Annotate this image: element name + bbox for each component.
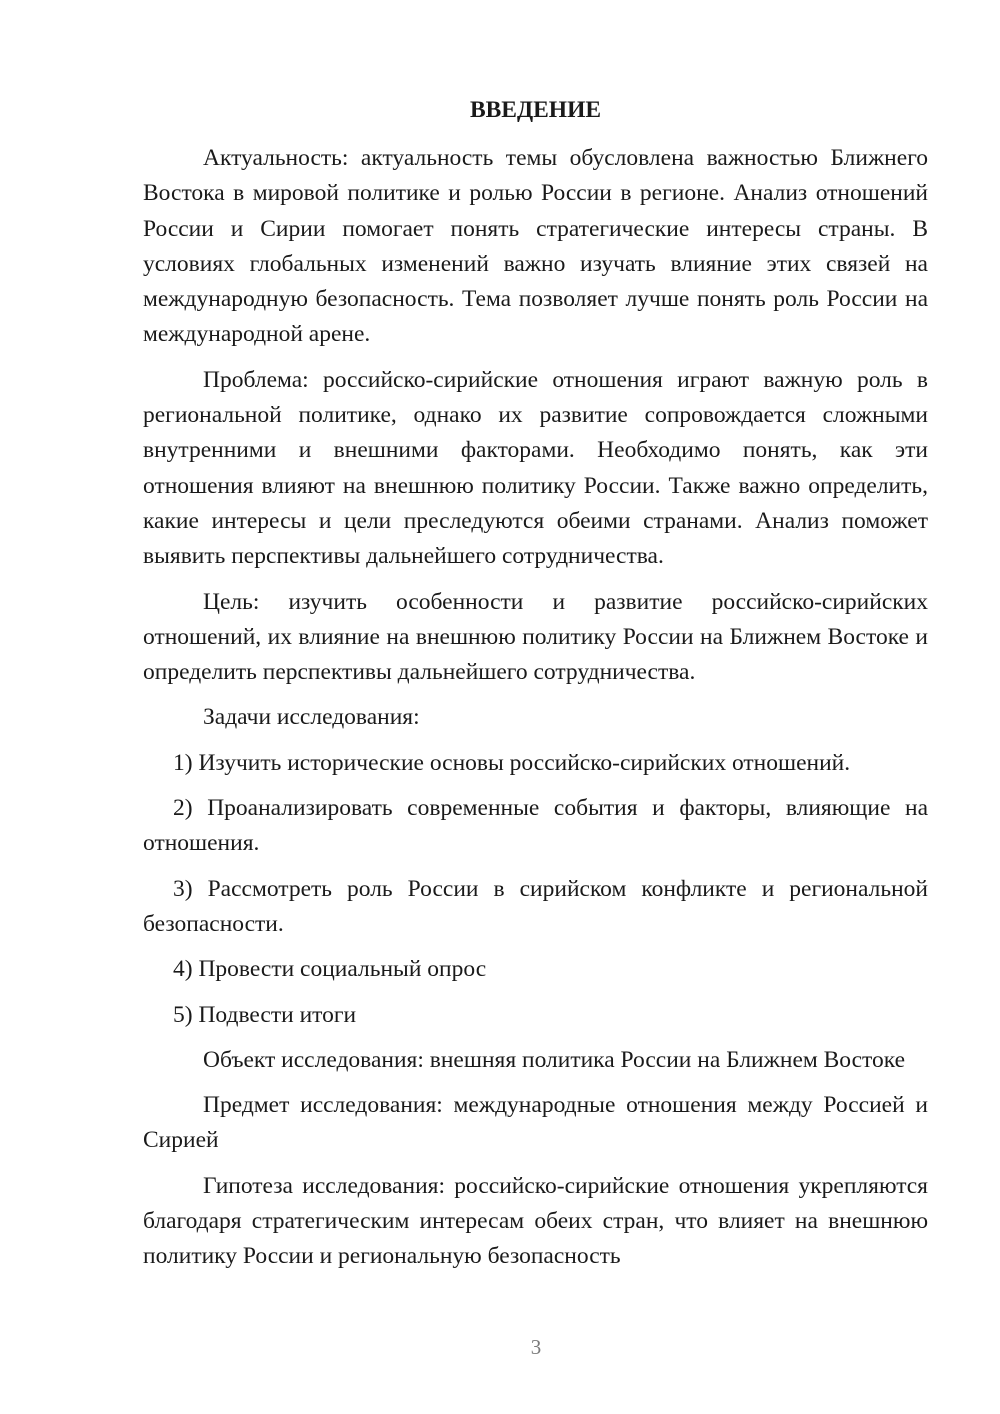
list-item: 3) Рассмотреть роль России в сирийском конфликте и региональной безопасности.	[143, 875, 928, 937]
goal-paragraph: Цель: изучить особенности и развитие российско-сирийских отношений, их влияние на внешнюю политику России на Ближнем Востоке и определить перспективы дальнейшего сотрудничества.	[143, 588, 928, 686]
list-item: 2) Проанализировать современные события и факторы, влияющие на отношения.	[143, 795, 928, 857]
subject-paragraph: Предмет исследования: международные отношения между Россией и Сирией	[143, 1092, 928, 1154]
section-title: ВВЕДЕНИЕ	[469, 97, 602, 123]
list-item: 5) Подвести итоги	[173, 1001, 357, 1028]
relevance-paragraph: Актуальность: актуальность темы обусловлена важностью Ближнего Востока в мировой политике и ролью России в регионе. Анализ отношений России и Сирии помогает понять стратегические интересы страны. В условиях глобальных изменений важно изучать влияние этих связей на международную безопасность. Тема позволяет лучше понять роль России на международной арене.	[143, 145, 928, 348]
tasks-list	[143, 746, 928, 1033]
problem-paragraph: Проблема: российско-сирийские отношения играют важную роль в региональной политике, однако их развитие сопровождается сложными внутренними и внешними факторами. Необходимо понять, как эти отношения влияют на внешнюю политику России. Также важно определить, какие интересы и цели преследуются обеими странами. Анализ поможет выявить перспективы дальнейшего сотрудничества.	[143, 366, 928, 570]
list-item: 4) Провести социальный опрос	[173, 956, 487, 983]
list-item: 1) Изучить исторические основы российско-сирийских отношений.	[173, 749, 851, 776]
hypothesis-paragraph: Гипотеза исследования: российско-сирийские отношения укрепляются благодаря стратегическим интересам обеих стран, что влияет на внешнюю политику России и региональную безопасность	[143, 1172, 928, 1270]
page-content	[143, 93, 928, 1275]
page-number: 3	[530, 1335, 542, 1359]
object-paragraph: Объект исследования: внешняя политика России на Ближнем Востоке	[203, 1046, 906, 1073]
tasks-heading: Задачи исследования:	[203, 704, 420, 731]
